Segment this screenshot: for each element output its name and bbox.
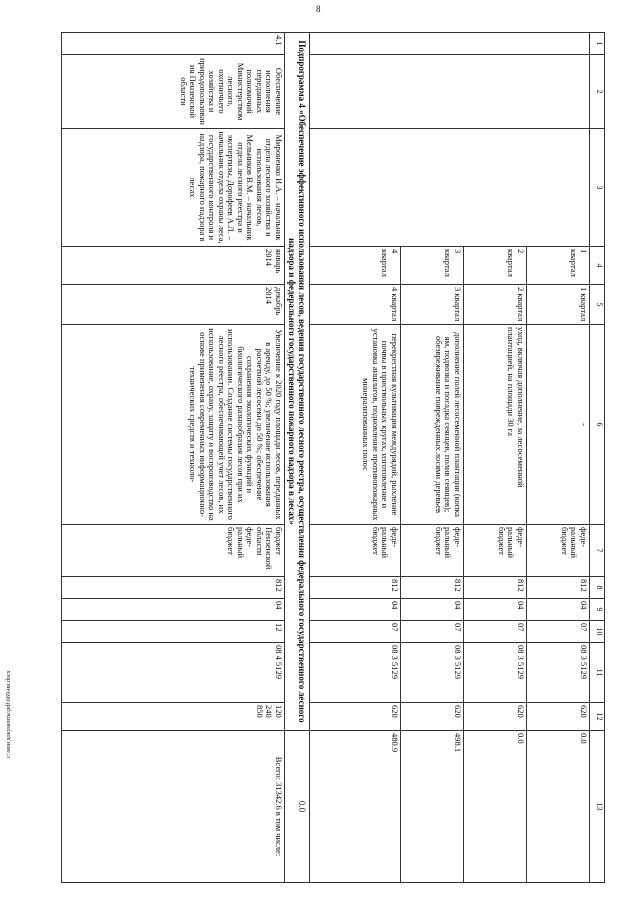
empty-cell: [310, 33, 590, 55]
code-cell: 620: [310, 703, 401, 731]
amount-cell: 480.9: [310, 731, 401, 883]
code-cell: 620: [527, 703, 590, 731]
code-cell: 08 3 5129: [401, 643, 464, 703]
code-cell: 07: [310, 621, 401, 643]
funding-source: [61, 525, 284, 577]
col-number: 5: [590, 285, 605, 325]
col-number: 12: [590, 703, 605, 731]
end-quarter: 2 квартал: [464, 285, 527, 325]
code-cell: 620: [401, 703, 464, 731]
code-cell: 04: [61, 599, 284, 621]
code-cell: 812: [310, 577, 401, 599]
activity-name: Обеспечение исполнения переданных полномочий Министерством лесного, охотничьего хозяйства и природопользования Пензенской области: [61, 55, 284, 129]
code-cell: 08 3 5129: [527, 643, 590, 703]
code-cell: 04: [310, 599, 401, 621]
code-cell: 04: [464, 599, 527, 621]
col-number: 7: [590, 525, 605, 577]
end-date: декабрь 2014: [61, 285, 284, 325]
funding-source: феде-ральный бюджет: [310, 525, 401, 577]
col-number: 8: [590, 577, 605, 599]
program-activities-table: [61, 32, 605, 883]
code-cell: 812: [61, 577, 284, 599]
col-number: 9: [590, 599, 605, 621]
subprogram-title: Подпрограмма 4 «Обеспечение эффективного использования лесов, ведения государственного лесного реестра, осуществления федерального государственного лесного надзора и федерального государственного пожарного надзора в лесах»: [284, 33, 309, 731]
footer-file-path: c:\мои документы\pdf\669-ин.docx: [6, 670, 12, 758]
start-quarter: 1 квартал: [527, 247, 590, 285]
row-number: 4.1: [61, 33, 284, 55]
end-quarter: 1 квартал: [527, 285, 590, 325]
rotated-table-container: [40, 32, 605, 882]
activity-description: уход, включая дополнение, за лесосеменной плантацией, на площади 30 га: [464, 325, 527, 525]
funding-source: феде-ральный бюджет: [464, 525, 527, 577]
end-quarter: 4 квартал: [310, 285, 401, 325]
code-cell: 08 4 5129: [61, 643, 284, 703]
code-cell: 812: [464, 577, 527, 599]
col-number: 10: [590, 621, 605, 643]
code-cell: 620: [464, 703, 527, 731]
code-cell: 07: [401, 621, 464, 643]
amount-cell: 0.0: [284, 731, 309, 883]
col-number: 13: [590, 731, 605, 883]
start-quarter: 4 квартал: [310, 247, 401, 285]
end-quarter: 3 квартал: [401, 285, 464, 325]
code-cell: 812: [401, 577, 464, 599]
start-quarter: 3 квартал: [401, 247, 464, 285]
code-cell: 08 3 5129: [310, 643, 401, 703]
activity-description: дополнение полей лесосеменной плантации (копка ям, подвозка и посадка сеянцев, полив сеянцев); обезвреживание поврежденных лосями деревьев: [401, 325, 464, 525]
expected-results: Увеличение к 2020 году площади лесов, переданных в аренду, до 50 %; увеличение использования расчетной лесосеки до 50 %; обеспечение сохранения экологических функций и биологического разнообразия лесов при их использовании. Создание системы государственного лесного реестра, обеспечивающей учет лесов, их использование, охрану, защиту и воспроизводство на основе применения современных информационно-технических средств и техноло-: [61, 325, 284, 525]
responsible-persons: Мироненко И.А. – начальник отдела лесного хозяйства и использования лесов, Мельников В.М. – начальник отдела лесного реестра и экспертизы, Дорофеев А.Л. – начальник отдела охраны леса, государственного контроля и надзора, пожарного надзора в лесах: [61, 129, 284, 247]
activity-description: перекрестная культивация междурядий, рыхление почвы в приствольных кругах, изготовление и установка аншлагов, подновление противопожарных минерализованных полос: [310, 325, 401, 525]
col-number: 2: [590, 55, 605, 129]
code-cell: 08 3 5129: [464, 643, 527, 703]
funding-source: феде-ральный бюджет: [527, 525, 590, 577]
col-number: 11: [590, 643, 605, 703]
table-row: [61, 33, 284, 883]
code-cell: 04: [527, 599, 590, 621]
amount-cell: 498.1: [401, 731, 464, 883]
code-cell: 12: [61, 621, 284, 643]
code-cell: 07: [527, 621, 590, 643]
table-row: [527, 33, 590, 883]
amount-cell: Всего: 31342.6 в том числе:: [61, 731, 284, 883]
col-number: 3: [590, 129, 605, 247]
code-cell: 07: [464, 621, 527, 643]
funding-source: феде-ральный бюджет: [401, 525, 464, 577]
funding-source-regional: бюджет Пензенской области: [254, 527, 284, 570]
amount-cell: 0.0: [527, 731, 590, 883]
funding-source-federal: феде-ральный бюджет: [226, 527, 256, 559]
start-date: январь 2014: [61, 247, 284, 285]
empty-cell: [310, 55, 590, 129]
col-number: 4: [590, 247, 605, 285]
col-number: 6: [590, 325, 605, 525]
amount-cell: 0.0: [464, 731, 527, 883]
code-cell: 04: [401, 599, 464, 621]
empty-cell: [310, 129, 590, 247]
activity-description: -: [527, 325, 590, 525]
page-number: 8: [316, 4, 321, 14]
start-quarter: 2 квартал: [464, 247, 527, 285]
column-number-row: [590, 33, 605, 883]
code-cell: 812: [527, 577, 590, 599]
subprogram-header-row: [284, 33, 309, 883]
col-number: 1: [590, 33, 605, 55]
code-cell: 120 240 850: [61, 703, 284, 731]
